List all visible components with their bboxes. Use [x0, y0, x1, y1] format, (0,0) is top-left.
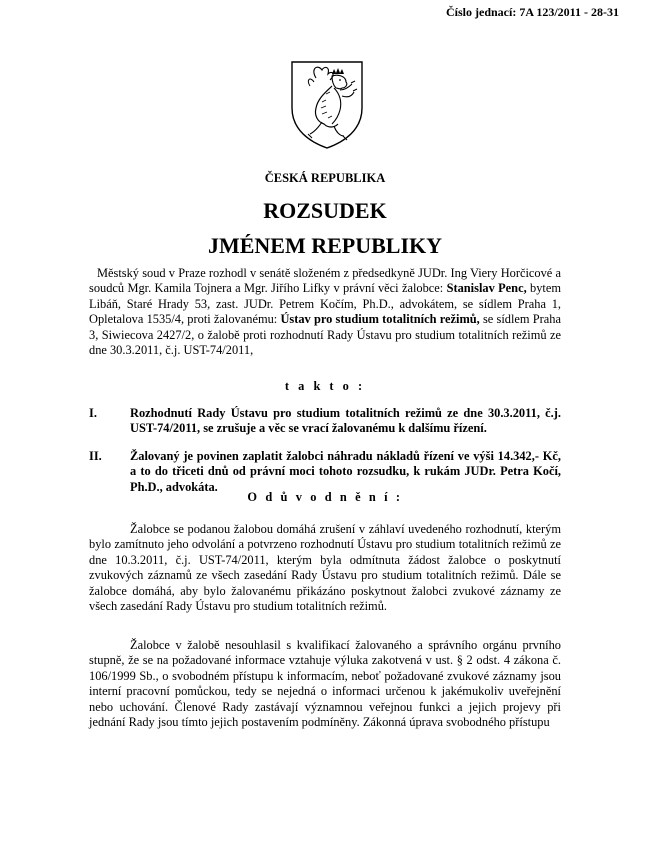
verdict-title: ROZSUDEK: [263, 198, 387, 223]
case-number: Číslo jednací: 7A 123/2011 - 28-31: [446, 5, 619, 19]
in-name-of-republic-title: JMÉNEM REPUBLIKY: [207, 233, 443, 258]
intro-text-1: Městský soud v Praze rozhodl v senátě složeném z předsedkyně JUDr. Ing Viery Horčicové a soudců Mgr. Kamila Tojnera a Mgr. Jiřího Lifky v právní věci žalobce:: [89, 266, 561, 296]
decision-item-text: Rozhodnutí Rady Ústavu pro studium totalitních režimů ze dne 30.3.2011, č.j. UST-74/2011, se zrušuje a věc se vrací žalovanému k dalšímu řízení.: [130, 406, 561, 436]
intro-paragraph: [89, 266, 561, 358]
intro-text-3: se sídlem Praha 3, Siwiecova 2427/2, o žalobě proti rozhodnutí Rady Ústavu pro studium totalitních režimů ze dne 30.3.2011, č.j. UST-74/2011,: [89, 312, 561, 358]
takto-heading: t a k t o :: [284, 379, 366, 393]
czech-lion-coat-of-arms-icon: [288, 58, 366, 150]
reasoning-heading: O d ů v o d n ě n í :: [247, 490, 403, 504]
decision-item-number: II.: [89, 449, 102, 463]
defendant-name: Ústav pro studium totalitních režimů,: [280, 312, 480, 327]
reasoning-paragraph: Žalobce se podanou žalobou domáhá zrušení v záhlaví uvedeného rozhodnutí, kterým bylo zamítnuto jeho odvolání a potvrzeno rozhodnutí Ústavu pro studium totalitních režimů ze dne 10.3.2011, č.j. UST-74/2011, kterým byla odmítnuta žádost žalobce o poskytnutí zvukových záznamů ze všech zasedání Rady Ústavu pro studium totalitních režimů. Dále se žalobce domáhá, aby bylo žalovanému přikázáno poskytnout žalobci zvukové záznamy ze všech zasedání Rady Ústavu pro studium totalitních režimů.: [89, 522, 561, 614]
decision-item-text: Žalovaný je povinen zaplatit žalobci náhradu nákladů řízení ve výši 14.342,- Kč, a to do třiceti dnů od právní moci tohoto rozsudku, k rukám JUDr. Petra Kočí, Ph.D., advokáta.: [130, 449, 561, 494]
plaintiff-name: Stanislav Penc,: [446, 281, 527, 296]
country-title: ČESKÁ REPUBLIKA: [264, 171, 386, 185]
decision-item-number: I.: [89, 406, 97, 420]
reasoning-paragraph: Žalobce v žalobě nesouhlasil s kvalifikací žalovaného a správního orgánu prvního stupně, že se na požadované informace vztahuje výluka zakotvená v ust. § 2 odst. 4 zákona č. 106/1999 Sb., o svobodném přístupu k informacím, neboť požadované zvukové záznamy jsou interní pracovní pomůckou, tedy se nejedná o informaci určenou k jakémukoliv uveřejnění nebo uchování. Členové Rady zastávají významnou veřejnou funkci a jejich projevy při jednání Rady jsou tímto jejich postavením podmíněny. Zákonná úprava svobodného přístupu: [89, 638, 561, 730]
intro-text-2: bytem Libáň, Staré Hrady 53, zast. JUDr. Petrem Kočím, Ph.D., advokátem, se sídlem Praha 1, Opletalova 1535/4, proti žalovanému:: [89, 281, 561, 327]
